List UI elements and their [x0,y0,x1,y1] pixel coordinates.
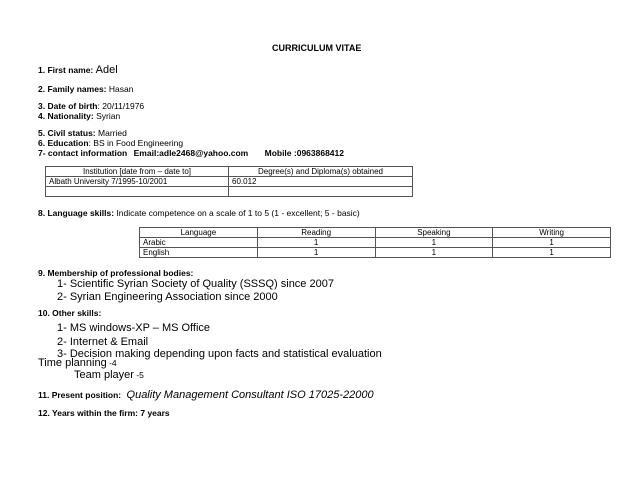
team-player-line [74,369,144,381]
education-value: : BS in Food Engineering [88,138,184,148]
table-row [46,187,413,197]
language-skills-desc: Indicate competence on a scale of 1 to 5 (1 - excellent; 5 - basic) [116,208,360,218]
years-within-firm: 12. Years within the firm: 7 years [38,408,170,418]
language-skills-label: 8. Language skills: [38,208,115,218]
civil-status-label: 5. Civil status: [38,128,96,138]
civil-status-line [38,128,127,138]
education-table [45,166,413,197]
nationality-value: Syrian [96,111,121,121]
table-cell: 60.012 [229,177,413,187]
table-header-row [140,228,611,238]
present-position-label: 11. Present position: [38,390,122,400]
present-position-line [38,389,374,401]
language-skills-line [38,208,360,218]
dob-label: 3. Date of birth [38,101,98,111]
time-planning-line [38,357,117,369]
first-name-label: 1. First name: [38,65,94,75]
skill-item: 2- Internet & Email [57,336,149,348]
table-row [46,177,413,187]
education-line [38,138,183,148]
language-table [139,227,611,258]
table-row [140,238,611,248]
table-cell: 1 [375,238,493,248]
skill-item: 3- Decision making depending upon facts and statistical evaluation [57,348,382,360]
dob-line [38,101,144,111]
table-header-cell: Reading [257,228,375,238]
first-name-value: Adel [95,64,118,76]
contact-mobile: Mobile :0963868412 [264,148,344,158]
table-cell: 1 [375,248,493,258]
table-cell: Albath University 7/1995-10/2001 [46,177,229,187]
skill-item: 1- MS windows-XP – MS Office [57,322,211,334]
table-cell [229,187,413,197]
table-cell: Arabic [140,238,258,248]
table-header-cell: Writing [493,228,611,238]
contact-email: Email:adle2468@yahoo.com [133,148,249,158]
table-header-cell: Speaking [375,228,493,238]
table-header-cell: Degree(s) and Diploma(s) obtained [229,167,413,177]
family-name-line [38,84,133,94]
present-position-value: Quality Management Consultant ISO 17025-22000 [126,389,374,401]
membership-item: 2- Syrian Engineering Association since 2000 [57,291,278,303]
table-cell [46,187,229,197]
membership-item: 1- Scientific Syrian Society of Quality (SSSQ) since 2007 [57,278,334,290]
dob-value: : 20/11/1976 [97,101,145,111]
contact-line [38,148,344,158]
table-cell: 1 [493,248,611,258]
time-planning-text: Time planning [38,357,107,369]
table-header-row [46,167,413,177]
page-title: CURRICULUM VITAE [272,43,362,53]
nationality-label: 4. Nationality: [38,111,94,121]
other-skills-label: 10. Other skills: [38,308,102,318]
team-player-num: -5 [136,370,144,380]
table-row [140,248,611,258]
table-cell: 1 [257,238,375,248]
table-cell: 1 [493,238,611,248]
table-cell: English [140,248,258,258]
time-planning-num: -4 [109,358,117,368]
table-cell: 1 [257,248,375,258]
first-name-line [38,64,118,76]
membership-label: 9. Membership of professional bodies: [38,268,194,278]
education-label: 6. Education [38,138,89,148]
family-name-value: Hasan [108,84,134,94]
contact-label: 7- contact information [38,148,128,158]
table-header-cell: Language [140,228,258,238]
family-name-label: 2. Family names: [38,84,107,94]
team-player-text: Team player [74,369,134,381]
table-header-cell: Institution [date from – date to] [46,167,229,177]
civil-status-value: Married [98,128,127,138]
nationality-line [38,111,120,121]
